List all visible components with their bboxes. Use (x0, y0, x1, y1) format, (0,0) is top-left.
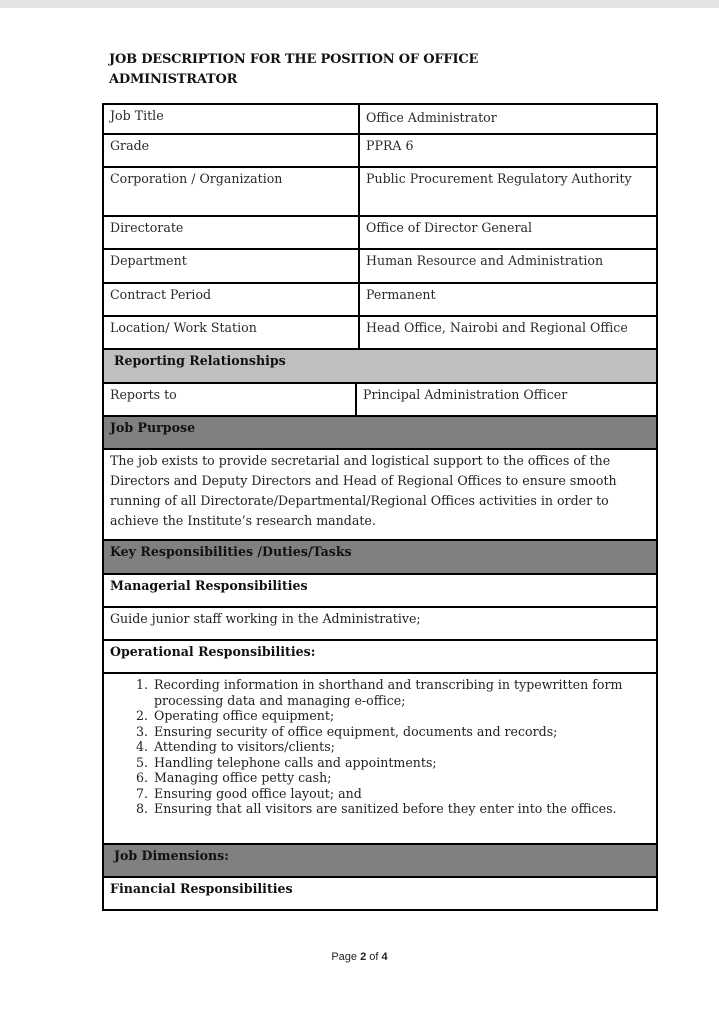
list-item: 2. Operating office equipment; (152, 708, 650, 724)
document-title-line-1: JOB DESCRIPTION FOR THE POSITION OF OFFICE (109, 52, 479, 67)
list-item: 3. Ensuring security of office equipment, documents and records; (152, 724, 650, 740)
subsection-managerial (102, 575, 658, 608)
section-heading: Key Responsibilities /Duties/Tasks (110, 544, 352, 559)
job-description-table (102, 103, 658, 911)
list-item: 4. Attending to visitors/clients; (152, 739, 650, 755)
document-title (109, 50, 589, 90)
row-value: Human Resource and Administration (366, 253, 604, 268)
list-item: 7. Ensuring good office layout; and (152, 786, 650, 802)
row-label: Contract Period (104, 284, 360, 315)
table-row-grade (102, 135, 658, 168)
row-label: Job Title (104, 105, 360, 133)
job-purpose-text: The job exists to provide secretarial and logistical support to the offices of the Directors and Deputy Directors and Head of Regional Offices to ensure smooth running of all Directorate/Departmental/Regional Offices activities in order to achieve the Institute’s research mandate. (110, 453, 617, 528)
section-header-key-responsibilities (102, 541, 658, 575)
section-header-job-dimensions (102, 845, 658, 878)
row-value: PPRA 6 (366, 138, 414, 153)
page-label: Page (331, 951, 358, 963)
row-label: Location/ Work Station (104, 317, 360, 348)
page-current: 2 (360, 951, 367, 963)
section-heading: Job Purpose (110, 420, 196, 435)
row-value: Office Administrator (366, 110, 497, 125)
table-row-reports-to (102, 384, 658, 417)
row-value: Head Office, Nairobi and Regional Office (366, 320, 628, 335)
job-purpose-body (102, 450, 658, 541)
operational-duties-list (104, 674, 656, 817)
subsection-heading: Managerial Responsibilities (110, 578, 308, 593)
page-of: of (369, 951, 379, 963)
document-title-line-2: ADMINISTRATOR (109, 72, 238, 87)
subsection-heading: Operational Responsibilities: (110, 644, 316, 659)
section-heading: Reporting Relationships (114, 353, 286, 368)
row-label: Grade (104, 135, 360, 166)
section-header-job-purpose (102, 417, 658, 450)
table-row-location (102, 317, 658, 350)
table-row-job-title (102, 103, 658, 135)
row-label: Directorate (104, 217, 360, 248)
page-total: 4 (381, 951, 388, 963)
table-row-organization (102, 168, 658, 217)
managerial-text: Guide junior staff working in the Administrative; (110, 611, 421, 626)
row-label: Corporation / Organization (104, 168, 360, 215)
viewer-top-bar (0, 0, 719, 8)
operational-body (102, 674, 658, 845)
list-item: 6. Managing office petty cash; (152, 770, 650, 786)
table-row-directorate (102, 217, 658, 250)
subsection-heading: Financial Responsibilities (110, 881, 293, 896)
row-label: Department (104, 250, 360, 282)
subsection-operational (102, 641, 658, 674)
list-item: 1. Recording information in shorthand and transcribing in typewritten form processing data and managing e-office; (152, 677, 650, 708)
list-item: 5. Handling telephone calls and appointments; (152, 755, 650, 771)
table-row-department (102, 250, 658, 284)
row-value: Permanent (366, 287, 436, 302)
managerial-body (102, 608, 658, 641)
subsection-financial (102, 878, 658, 911)
list-item: 8. Ensuring that all visitors are sanitized before they enter into the offices. (152, 801, 650, 817)
row-label: Reports to (104, 384, 357, 415)
section-heading: Job Dimensions: (114, 848, 229, 863)
section-header-reporting (102, 350, 658, 384)
page-footer (0, 951, 719, 963)
row-value: Principal Administration Officer (363, 387, 568, 402)
table-row-contract-period (102, 284, 658, 317)
row-value: Office of Director General (366, 220, 533, 235)
row-value: Public Procurement Regulatory Authority (366, 171, 632, 186)
